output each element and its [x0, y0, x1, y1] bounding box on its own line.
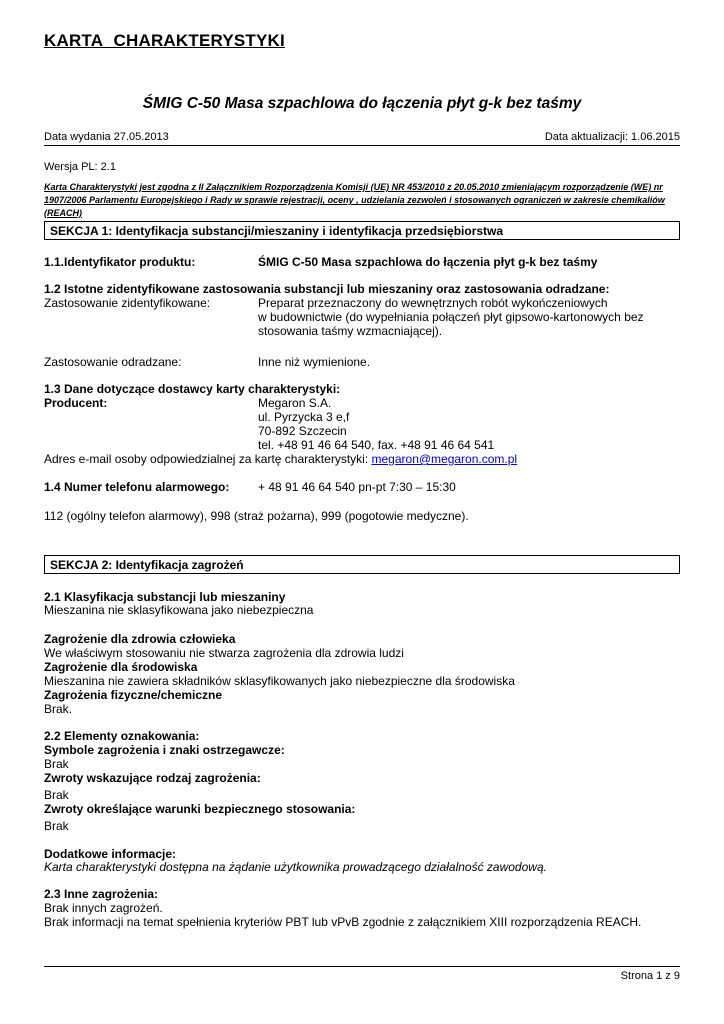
- producer-label: Producent:: [44, 396, 108, 410]
- advised-against-label: Zastosowanie odradzane:: [44, 355, 182, 369]
- emergency-phone-label: 1.4 Numer telefonu alarmowego:: [44, 480, 230, 494]
- uses-heading: 1.2 Istotne zidentyfikowane zastosowania substancji lub mieszaniny oraz zastosowania odradzane:: [44, 282, 610, 296]
- update-date: Data aktualizacji: 1.06.2015: [544, 131, 680, 143]
- email-link[interactable]: megaron@megaron.com.pl: [371, 452, 518, 466]
- identified-use-line-1: Preparat przeznaczony do wewnętrznych robót wykończeniowych: [258, 296, 608, 310]
- safety-phrases-text: Brak: [44, 819, 69, 833]
- product-title: ŚMIG C-50 Masa szpachlowa do łączenia płyt g-k bez taśmy: [142, 95, 582, 112]
- other-hazards-text-2: Brak informacji na temat spełnienia kryteriów PBT lub vPvB zgodnie z załącznikiem XIII rozporządzenia REACH.: [44, 915, 642, 929]
- identified-use-line-3: stosowania taśmy wzmacniającej).: [258, 324, 443, 338]
- product-identifier-value: ŚMIG C-50 Masa szpachlowa do łączenia płyt g-k bez taśmy: [258, 255, 598, 269]
- classification-heading: 2.1 Klasyfikacja substancji lub mieszaniny: [44, 590, 286, 604]
- physical-hazard-text: Brak.: [44, 702, 73, 716]
- environment-hazard-heading: Zagrożenie dla środowiska: [44, 660, 198, 674]
- identified-use-line-2: w budownictwie (do wypełniania połączeń płyt gipsowo-kartonowych bez: [258, 310, 644, 324]
- producer-phone: tel. +48 91 46 64 540, fax. +48 91 46 64 541: [258, 438, 495, 452]
- other-hazards-text-1: Brak innych zagrożeń.: [44, 901, 163, 915]
- physical-hazard-heading: Zagrożenia fizyczne/chemiczne: [44, 688, 223, 702]
- hazard-symbols-heading: Symbole zagrożenia i znaki ostrzegawcze:: [44, 743, 285, 757]
- emergency-phone-value: + 48 91 46 64 540 pn-pt 7:30 – 15:30: [258, 480, 456, 494]
- identified-use-label: Zastosowanie zidentyfikowane:: [44, 296, 211, 310]
- date-line: [44, 131, 680, 146]
- section-1-header: SEKCJA 1: Identyfikacja substancji/mieszaniny i identyfikacja przedsiębiorstwa: [44, 221, 680, 240]
- emergency-numbers-note: 112 (ogólny telefon alarmowy), 998 (straż pożarna), 999 (pogotowie medyczne).: [44, 509, 469, 523]
- footer-divider: [44, 966, 680, 967]
- environment-hazard-text: Mieszanina nie zawiera składników sklasyfikowanych jako niebezpieczne dla środowiska: [44, 674, 515, 688]
- document-title: KARTA CHARAKTERYSTYKI: [44, 31, 285, 50]
- health-hazard-text: We właściwym stosowaniu nie stwarza zagrożenia dla zdrowia ludzi: [44, 646, 404, 660]
- section-2-header: SEKCJA 2: Identyfikacja zagrożeń: [44, 555, 680, 574]
- producer-city: 70-892 Szczecin: [258, 424, 347, 438]
- producer-street: ul. Pyrzycka 3 e,f: [258, 410, 350, 424]
- hazard-phrases-heading: Zwroty wskazujące rodzaj zagrożenia:: [44, 771, 261, 785]
- advised-against-value: Inne niż wymienione.: [258, 355, 371, 369]
- email-row: [44, 452, 517, 466]
- email-label: Adres e-mail osoby odpowiedzialnej za kartę charakterystyki:: [44, 452, 369, 466]
- health-hazard-heading: Zagrożenie dla zdrowia człowieka: [44, 632, 236, 646]
- legal-note: [44, 181, 680, 220]
- version-label: Wersja PL: 2.1: [44, 161, 116, 173]
- hazard-symbols-text: Brak: [44, 757, 69, 771]
- label-elements-heading: 2.2 Elementy oznakowania:: [44, 729, 200, 743]
- other-hazards-heading: 2.3 Inne zagrożenia:: [44, 887, 159, 901]
- supplier-heading: 1.3 Dane dotyczące dostawcy karty charakterystyki:: [44, 382, 341, 396]
- safety-phrases-heading: Zwroty określające warunki bezpiecznego stosowania:: [44, 802, 356, 816]
- legal-note-text: Karta Charakterystyki jest zgodna z II Załącznikiem Rozporządzenia Komisji (UE) NR 453/2010 z 20.05.2010 zmieniającym rozporządzenie (WE) nr 1907/2006 Parlamentu Europejskiego i Rady w sprawie rejestracji, oceny , udzielania zezwoleń i stosowanych ograniczeń w zakresie chemikaliów (REACH): [44, 182, 665, 218]
- hazard-phrases-text: Brak: [44, 788, 69, 802]
- additional-info-text: Karta charakterystyki dostępna na żądanie użytkownika prowadzącego działalność zawodową.: [44, 860, 547, 874]
- page-number: Strona 1 z 9: [620, 970, 680, 982]
- additional-info-heading: Dodatkowe informacje:: [44, 847, 177, 861]
- producer-name: Megaron S.A.: [258, 396, 332, 410]
- classification-text: Mieszanina nie sklasyfikowana jako niebezpieczna: [44, 603, 314, 617]
- issue-date: Data wydania 27.05.2013: [44, 131, 169, 143]
- product-identifier-label: 1.1.Identyfikator produktu:: [44, 255, 196, 269]
